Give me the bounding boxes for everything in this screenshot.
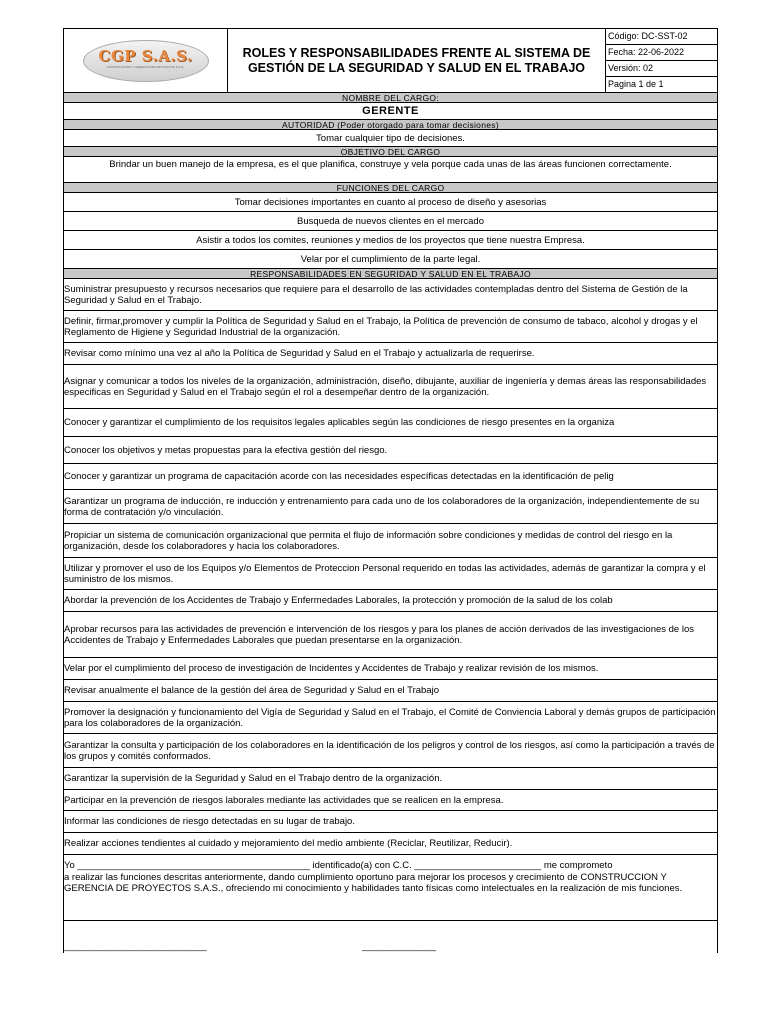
funcion-item: Asistir a todos los comites, reuniones y medios de los proyectos que tiene nuestra Empresa. — [63, 231, 718, 250]
responsabilidad-item: Garantizar un programa de inducción, re inducción y entrenamiento para cada uno de los colaboradores de la organización, independientemente de su forma de contratación y/o vinculación. — [63, 490, 718, 524]
responsabilidad-item: Informar las condiciones de riesgo detectadas en su lugar de trabajo. — [63, 811, 718, 833]
responsabilidad-item: Conocer y garantizar el cumplimiento de los requisitos legales aplicables según las condiciones de riesgo presentes en la organiza — [63, 409, 718, 437]
meta-date: Fecha: 22-06-2022 — [606, 45, 717, 61]
responsabilidad-item: Revisar anualmente el balance de la gestión del área de Seguridad y Salud en el Trabajo — [63, 680, 718, 702]
compromiso-block — [63, 855, 718, 921]
logo-text: CGP S.A.S. — [98, 46, 193, 65]
compromiso-text: a realizar las funciones descritas anteriormente, dando cumplimiento oportuno para mejorar los procesos y crecimiento de CONSTRUCCION Y GERENCIA DE PROYECTOS S.A.S., ofreciendo mi conocimiento y habilidades tanto físicas como intelectuales en la realización de mis funciones. — [64, 871, 683, 894]
responsabilidad-item: Promover la designación y funcionamiento del Vigía de Seguridad y Salud en el Trabajo, el Comité de Conviencia Laboral y demás grupos de participación para los colaboradores de la organización. — [63, 702, 718, 734]
logo-cell — [64, 29, 228, 93]
responsabilidades-label: RESPONSABILIDADES EN SEGURIDAD Y SALUD EN EL TRABAJO — [63, 269, 718, 279]
responsabilidad-item: Realizar acciones tendientes al cuidado y mejoramiento del medio ambiente (Reciclar, Reutilizar, Reducir). — [63, 833, 718, 855]
responsabilidad-item: Velar por el cumplimiento del proceso de investigación de Incidentes y Accidentes de Trabajo y realizar revisión de los mismos. — [63, 658, 718, 680]
firma-line: ______________ — [362, 941, 436, 952]
responsabilidad-item: Suministrar presupuesto y recursos necesarios que requiere para el desarrollo de las actividades contempladas dentro del Sistema de Gestión de la Seguridad y Salud en el Trabajo. — [63, 279, 718, 311]
objetivo-value: Brindar un buen manejo de la empresa, es el que planifica, construye y vela porque cada unas de las áreas funcionen correctamente. — [63, 157, 718, 183]
autoridad-label: AUTORIDAD (Poder otorgado para tomar decisiones) — [63, 120, 718, 130]
responsabilidad-item: Conocer los objetivos y metas propuestas para la efectiva gestión del riesgo. — [63, 437, 718, 464]
document-sheet — [63, 28, 718, 953]
company-logo — [83, 40, 209, 82]
responsabilidad-item: Participar en la prevención de riesgos laborales mediante las actividades que se realicen en la empresa. — [63, 790, 718, 811]
responsabilidad-item: Garantizar la supervisión de la Seguridad y Salud en el Trabajo dentro de la organización. — [63, 768, 718, 790]
funciones-label: FUNCIONES DEL CARGO — [63, 183, 718, 193]
document-header — [63, 28, 718, 93]
cargo-label: NOMBRE DEL CARGO: — [63, 93, 718, 103]
compromiso-line1: Yo ____________________________________________ identificado(a) con C.C. ________________________ me comprometo — [64, 860, 613, 871]
meta-page: Pagina 1 de 1 — [608, 79, 664, 89]
funcion-item: Tomar decisiones importantes en cuanto al proceso de diseño y asesorias — [63, 193, 718, 212]
document-title: ROLES Y RESPONSABILIDADES FRENTE AL SISTEMA DE GESTIÓN DE LA SEGURIDAD Y SALUD EN EL TRABAJO — [228, 29, 606, 93]
meta-version: Versión: 02 — [606, 61, 717, 77]
document-meta — [606, 29, 718, 93]
form-rows — [63, 93, 718, 953]
responsabilidad-item: Conocer y garantizar un programa de capacitación acorde con las necesidades específicas detectadas en la identificación de pelig — [63, 464, 718, 490]
meta-code: Código: DC-SST-02 — [606, 29, 717, 45]
firma-line: ___________________________ — [64, 941, 207, 952]
firma-area — [63, 921, 718, 953]
logo-subtext: CONSTRUCCION Y GERENCIA DE PROYECTOS S.A.S. — [106, 64, 185, 69]
autoridad-value: Tomar cualquier tipo de decisiones. — [63, 130, 718, 147]
responsabilidad-item: Revisar como mínimo una vez al año la Política de Seguridad y Salud en el Trabajo y actualizarla de requerirse. — [63, 343, 718, 365]
responsabilidad-item: Propiciar un sistema de comunicación organizacional que permita el flujo de información sobre condiciones y medidas de control del riesgo en la organización, desde los colaboradores y hacia los colaboradores. — [63, 524, 718, 558]
funcion-item: Busqueda de nuevos clientes en el mercado — [63, 212, 718, 231]
objetivo-label: OBJETIVO DEL CARGO — [63, 147, 718, 157]
responsabilidad-item: Garantizar la consulta y participación de los colaboradores en la identificación de los peligros y control de los riesgos, así como la participación a través de los grupos y comités conformados. — [63, 734, 718, 768]
responsabilidad-item: Aprobar recursos para las actividades de prevención e intervención de los riesgos y para los planes de acción derivados de las investigaciones de los Accidentes de Trabajo y Enfermedades Laborales que puedan presentarse en la organización. — [63, 612, 718, 658]
funcion-item: Velar por el cumplimiento de la parte legal. — [63, 250, 718, 269]
responsabilidad-item: Definir, firmar,promover y cumplir la Política de Seguridad y Salud en el Trabajo, la Política de prevención de consumo de tabaco, alcohol y drogas y el Reglamento de Higiene y Seguridad Industrial de la organización. — [63, 311, 718, 343]
responsabilidad-item: Abordar la prevención de los Accidentes de Trabajo y Enfermedades Laborales, la protección y promoción de la salud de los colab — [63, 590, 718, 612]
responsabilidad-item: Utilizar y promover el uso de los Equipos y/o Elementos de Proteccion Personal requerido en todas las actividades, además de garantizar la compra y el suministro de los mismos. — [63, 558, 718, 590]
responsabilidad-item: Asignar y comunicar a todos los niveles de la organización, administración, diseño, dibujante, auxiliar de ingeniería y demas áreas las responsabilidades especificas en Seguridad y Salud en el Trabajo según el rol a desempeñar dentro de la organización. — [63, 365, 718, 409]
cargo-value: GERENTE — [63, 103, 718, 120]
